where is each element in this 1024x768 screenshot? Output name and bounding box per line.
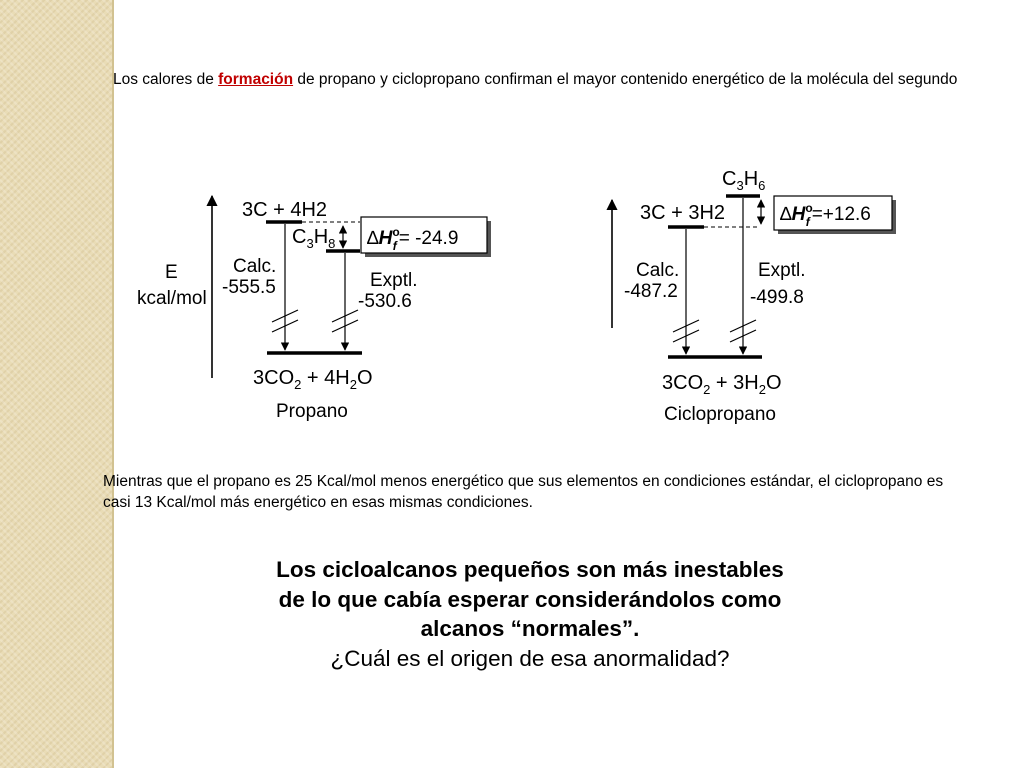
conclusion-line-3: alcanos “normales”. bbox=[420, 616, 640, 641]
propane-exptl-label: Exptl. bbox=[370, 270, 418, 291]
propane-elements-label: 3C + 4H2 bbox=[242, 199, 328, 221]
cyclopropane-elements-label: 3C + 3H2 bbox=[640, 202, 726, 224]
propane-formula: $C_3H_8$ bbox=[292, 226, 336, 251]
propane-name-label: Propano bbox=[276, 401, 348, 422]
formacion-link[interactable]: formación bbox=[218, 71, 294, 88]
propane-products-label: $3CO_2 + 4H_2O$ bbox=[253, 367, 373, 392]
propane-calc-value: -555.5 bbox=[222, 277, 276, 298]
axis-label-e: E bbox=[165, 262, 178, 283]
conclusion-line-2: de lo que cabía esperar considerándolos como bbox=[278, 586, 782, 612]
axis-label-units: kcal/mol bbox=[137, 288, 207, 309]
svg-text:∆Hof=+12.6: $\Delta H^o$ f =+12.6 bbox=[780, 201, 871, 229]
propane-delta-h-box bbox=[361, 217, 491, 257]
conclusion-question: ¿Cuál es el origen de esa anormalidad? bbox=[330, 645, 730, 671]
propane-diagram bbox=[137, 196, 491, 422]
comparison-paragraph: Mientras que el propano es 25 Kcal/mol menos energético que sus elementos en condiciones estándar, el ciclopropano es casi 13 Kcal/mol más energético en esas mismas condiciones. bbox=[103, 473, 944, 511]
conclusion-block bbox=[180, 555, 880, 673]
cyclopropane-exptl-value: -499.8 bbox=[750, 287, 804, 308]
cyclopropane-calc-label: Calc. bbox=[636, 260, 680, 281]
propane-calc-label: Calc. bbox=[233, 256, 277, 277]
cyclopropane-diagram bbox=[612, 168, 896, 425]
cyclopropane-name-label: Ciclopropano bbox=[664, 404, 776, 425]
cyclopropane-delta-h-box bbox=[774, 196, 896, 234]
svg-text:∆Hof= -24.9: $\Delta H^o$ f = -24.9 bbox=[367, 225, 459, 253]
cyclopropane-products-label: $3CO_2 + 3H_2O$ bbox=[662, 372, 782, 397]
conclusion-line-1: Los cicloalcanos pequeños son más inestables bbox=[276, 557, 784, 582]
cyclopropane-formula: $C_3H_6$ bbox=[722, 168, 766, 193]
cyclopropane-calc-value: -487.2 bbox=[624, 281, 678, 302]
cyclopropane-exptl-label: Exptl. bbox=[758, 260, 806, 281]
intro-paragraph: Los calores de formación de propano y ciclopropano confirman el mayor contenido energético de la molécula del segundo bbox=[113, 71, 958, 88]
propane-exptl-value: -530.6 bbox=[358, 291, 412, 312]
